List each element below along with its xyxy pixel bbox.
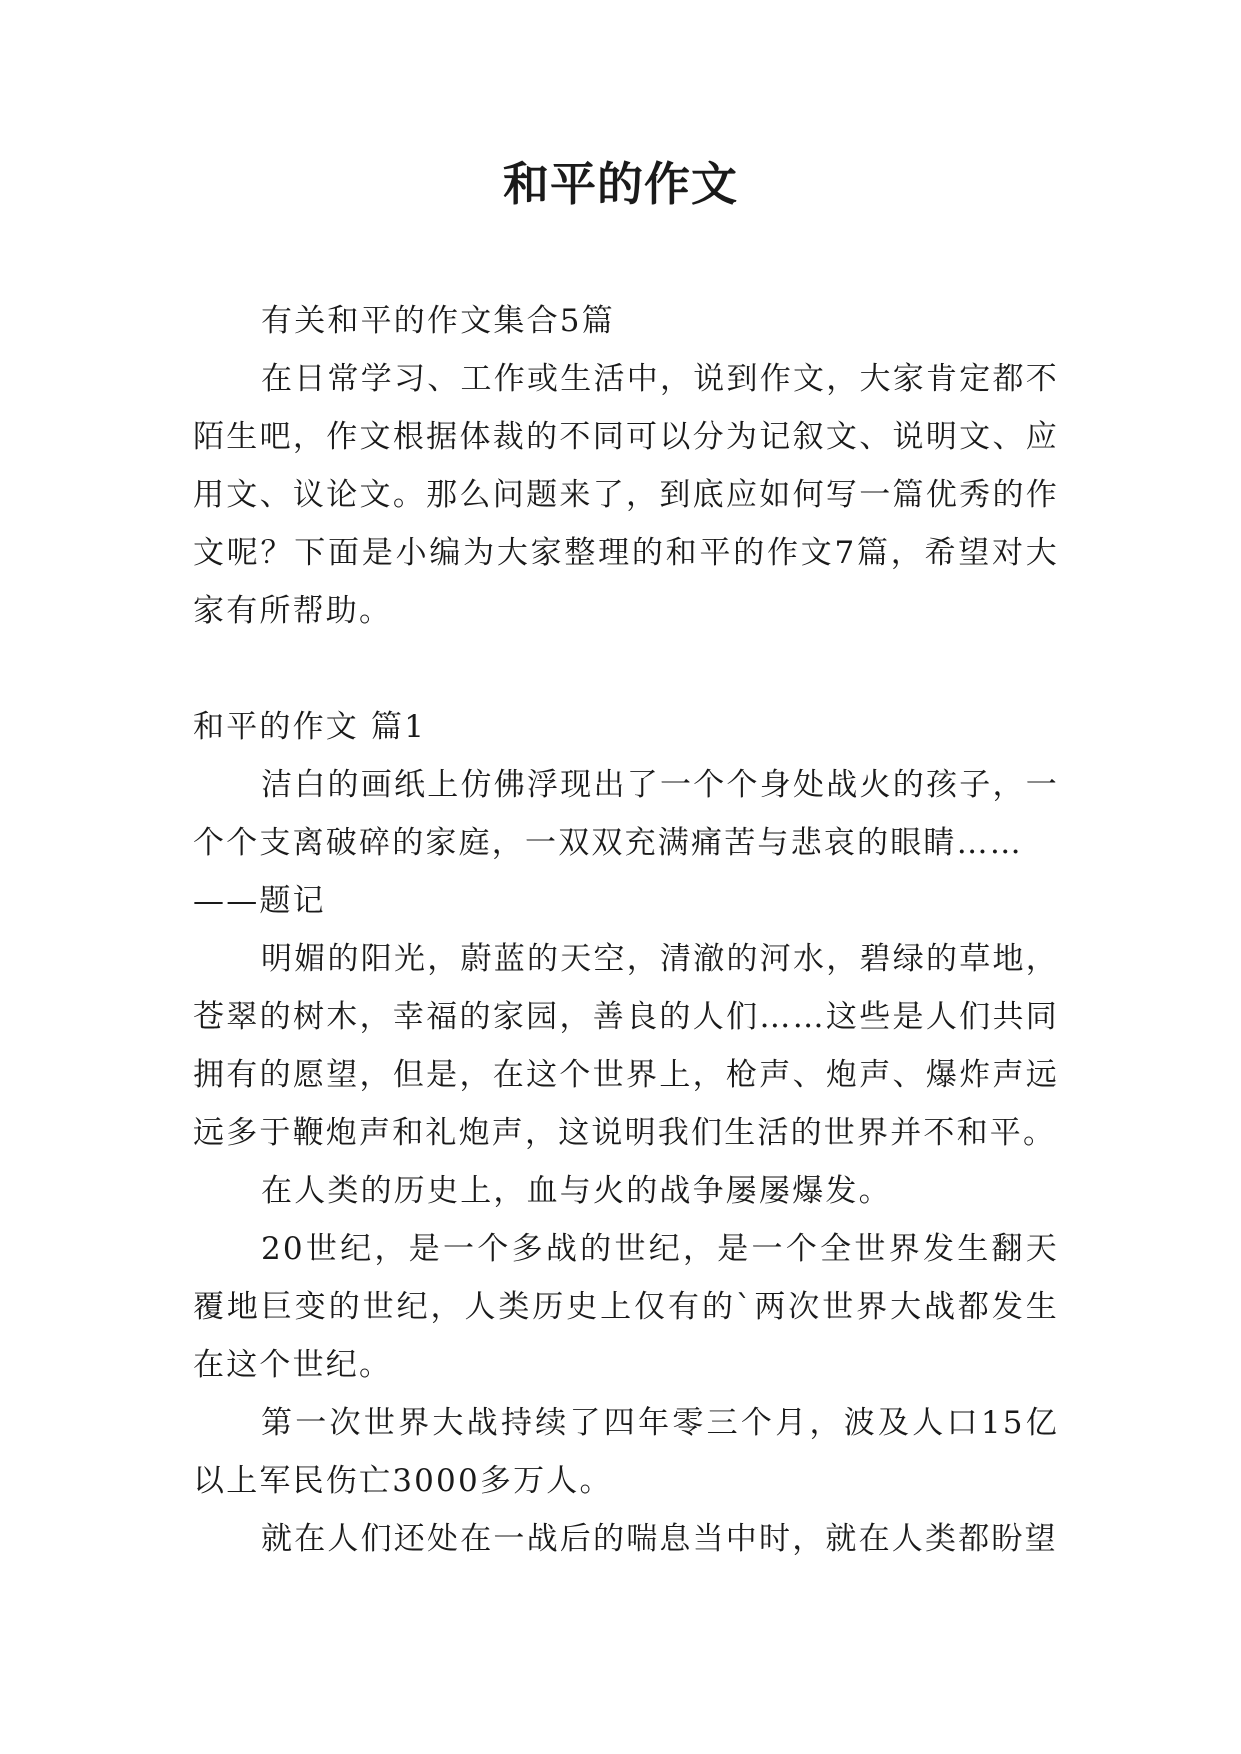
section-heading: 和平的作文 篇1: [193, 709, 427, 745]
intro-heading: 有关和平的作文集合5篇: [261, 303, 615, 339]
paragraph-postwar: 就在人们还处在一战后的喘息当中时，就在人类都盼望: [261, 1521, 1058, 1557]
paragraph-inscription: ——题记: [193, 883, 326, 919]
paragraph-world-war-one: 第一次世界大战持续了四年零三个月，波及人口15亿以上军民伤亡3000多万人。: [193, 1405, 1059, 1499]
intro-paragraph: 在日常学习、工作或生活中，说到作文，大家肯定都不陌生吧，作文根据体裁的不同可以分为记叙文、说明文、应用文、议论文。那么问题来了，到底应如何写一篇优秀的作文呢？下面是小编为大家整理的和平的作文7篇，希望对大家有所帮助。: [193, 361, 1059, 629]
paragraph-epigraph: 洁白的画纸上仿佛浮现出了一个个身处战火的孩子，一个个支离破碎的家庭，一双双充满痛苦与悲哀的眼睛……: [193, 767, 1059, 861]
paragraph-wishes: 明媚的阳光，蔚蓝的天空，清澈的河水，碧绿的草地，苍翠的树木，幸福的家园，善良的人们……这些是人们共同拥有的愿望，但是，在这个世界上，枪声、炮声、爆炸声远远多于鞭炮声和礼炮声，这说明我们生活的世界并不和平。: [193, 941, 1059, 1151]
paragraph-history: 在人类的历史上，血与火的战争屡屡爆发。: [261, 1173, 892, 1209]
section-gap: [193, 640, 1059, 698]
paragraph-twentieth-century: 20世纪，是一个多战的世纪，是一个全世界发生翻天覆地巨变的世纪，人类历史上仅有的`两次世界大战都发生在这个世纪。: [193, 1231, 1059, 1383]
document-body: [193, 292, 1059, 1568]
document-title: 和平的作文: [503, 157, 738, 211]
